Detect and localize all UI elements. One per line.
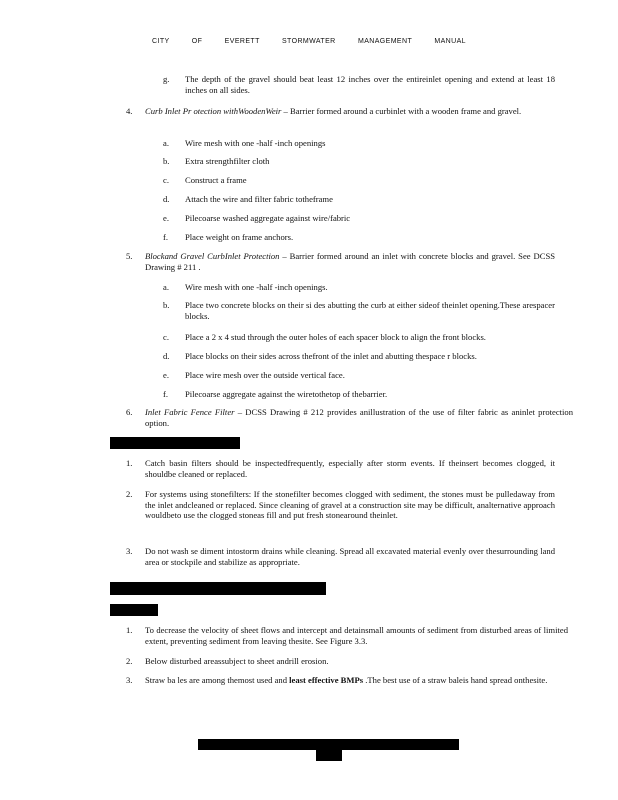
list-item-text: Below disturbed areassubject to sheet andrill erosion. [145,656,329,666]
list-item-text: Do not wash se diment intostorm drains while cleaning. Spread all excavated material evenly over thesurrounding land area or stockpile and stabilize as appropriate. [145,546,555,567]
sub-item-text: Wire mesh with one -half -inch openings [185,138,326,148]
item-bold-text: least effective BMPs [289,675,364,685]
list-item-text: The depth of the gravel should beat least 12 inches over the entireinlet opening and extend at least 18 inches on all sides. [185,74,555,95]
page-header: CITY OF EVERETT STORMWATER MANAGEMENT MANUAL [152,38,466,45]
list-item-number: 6. [126,407,133,417]
sub-item-number: d. [163,194,170,204]
sub-item-text: Place a 2 x 4 stud through the outer holes of each spacer block to align the front blocks. [185,332,486,342]
list-item [145,407,573,428]
sub-item-text: Attach the wire and filter fabric totheframe [185,194,333,204]
list-item-text: To decrease the velocity of sheet flows and intercept and detainsmall amounts of sediment from disturbed areas of limited extent, preventing sediment from leaving thesite. See Figure 3.3. [145,625,568,646]
item-title: Curb Inlet Pr otection withWoodenWeir [145,106,282,116]
redacted-heading [110,604,158,616]
list-item-number: 3. [126,675,133,685]
list-item [145,251,555,272]
item-text: Straw ba les are among themost used and [145,675,290,685]
item-title: Blockand Gravel CurbInlet Protection [145,251,280,261]
redacted-page-number [316,750,342,761]
sub-item-text: Place weight on frame anchors. [185,232,294,242]
sub-item-number: c. [163,175,169,185]
list-item-number: 1. [126,458,133,468]
sub-item-text: Pilecoarse aggregate against the wiretothetop of thebarrier. [185,389,388,399]
sub-item-number: e. [163,213,169,223]
sub-item-text: Place two concrete blocks on their si des abutting the curb at either sideof theinlet opening.These arespacer blocks. [185,300,555,321]
sub-item-number: a. [163,282,169,292]
sub-item-text: Pilecoarse washed aggregate against wire/fabric [185,213,351,223]
sub-item-text: Place wire mesh over the outside vertical face. [185,370,345,380]
item-title: Inlet Fabric Fence Filter [145,407,235,417]
list-item-number: g. [163,74,170,84]
sub-item-number: c. [163,332,169,342]
redacted-heading [110,437,240,449]
sub-item-text: Place blocks on their sides across thefront of the inlet and abutting thespace r blocks. [185,351,477,361]
redacted-heading [110,582,326,595]
list-item-number: 3. [126,546,133,556]
list-item [145,675,555,686]
list-item-number: 5. [126,251,133,261]
list-item-text: Catch basin filters should be inspectedfrequently, especially after storm events. If theinsert becomes clogged, it shouldbe cleaned or replaced. [145,458,555,479]
item-text: – Barrier formed around a curbinlet with a wooden frame and gravel. [281,106,522,116]
sub-item-number: f. [163,389,169,399]
item-text: – Barrier formed around an inlet with concrete blocks and gravel. See DCSS Drawing # 211 . [145,251,556,272]
list-item-number: 2. [126,489,133,499]
list-item-text: For systems using stonefilters: If the stonefilter becomes clogged with sediment, the stones must be pulledaway from the inlet andcleaned or replaced. Since cleaning of gravel at a construction site may be difficult, analternative approach wouldbeto use the clogged stoneas fill and put fresh stonearound theinlet. [145,489,555,520]
sub-item-text: Construct a frame [185,175,247,185]
sub-item-number: b. [163,156,170,166]
item-text: – DCSS Drawing # 212 provides anillustration of the use of filter fabric as aninlet protection option. [145,407,573,428]
sub-item-number: f. [163,232,169,242]
redacted-footer [198,739,459,750]
sub-item-number: e. [163,370,169,380]
item-text: .The best use of a straw baleis hand spread onthesite. [363,675,548,685]
sub-item-text: Wire mesh with one -half -inch openings. [185,282,328,292]
sub-item-number: d. [163,351,170,361]
list-item-number: 1. [126,625,133,635]
sub-item-number: b. [163,300,170,310]
list-item [145,106,555,117]
list-item-number: 4. [126,106,133,116]
sub-item-number: a. [163,138,169,148]
list-item-number: 2. [126,656,133,666]
sub-item-text: Extra strengthfilter cloth [185,156,270,166]
